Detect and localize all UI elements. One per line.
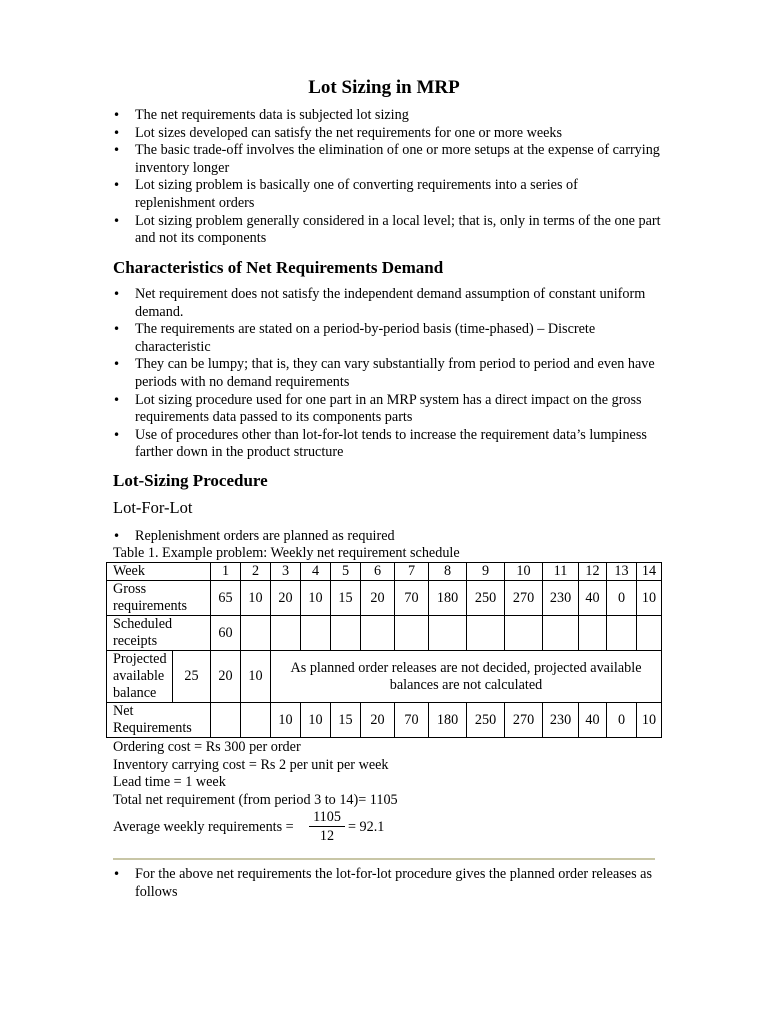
- gross-cell: 40: [579, 581, 607, 616]
- week-cell: 8: [429, 563, 467, 581]
- scheduled-cell: [331, 616, 361, 651]
- gross-cell: 250: [467, 581, 505, 616]
- gross-cell: 20: [361, 581, 395, 616]
- list-item: • Lot sizing problem is basically one of converting requirements into a series of replenishment orders: [113, 177, 661, 212]
- scheduled-cell: [395, 616, 429, 651]
- week-cell: 4: [301, 563, 331, 581]
- table-row: [107, 703, 662, 738]
- list-item: • Lot sizing problem generally considered in a local level; that is, only in terms of the one part and not its components: [113, 213, 661, 248]
- week-cell: 13: [607, 563, 637, 581]
- scheduled-cell: [543, 616, 579, 651]
- week-label: Week: [107, 563, 211, 581]
- projected-initial-cell: 25: [173, 651, 211, 703]
- gross-cell: 10: [301, 581, 331, 616]
- average-weekly-label: Average weekly requirements =: [113, 819, 294, 835]
- lot-for-lot-subheading: Lot-For-Lot: [113, 498, 193, 517]
- table-row: [107, 651, 662, 703]
- gross-cell: 180: [429, 581, 467, 616]
- projected-note: As planned order releases are not decided, projected available balances are not calculated: [271, 651, 662, 703]
- list-item: • Replenishment orders are planned as required: [113, 528, 661, 546]
- net-cell: 20: [361, 703, 395, 738]
- scheduled-cell: [241, 616, 271, 651]
- fraction-numerator: 1105: [309, 808, 345, 827]
- characteristics-bullet-list: [113, 286, 661, 462]
- carrying-cost: Inventory carrying cost = Rs 2 per unit per week: [113, 757, 389, 773]
- gross-cell: 15: [331, 581, 361, 616]
- intro-bullet-list: [113, 107, 661, 248]
- projected-cell: 20: [211, 651, 241, 703]
- week-cell: 11: [543, 563, 579, 581]
- week-cell: 5: [331, 563, 361, 581]
- total-net-requirement: Total net requirement (from period 3 to 14)= 1105: [113, 792, 398, 808]
- net-cell: 0: [607, 703, 637, 738]
- week-cell: 1: [211, 563, 241, 581]
- week-cell: 2: [241, 563, 271, 581]
- procedure-heading: Lot-Sizing Procedure: [113, 471, 268, 490]
- section-divider: [113, 858, 655, 860]
- net-requirements-label: Net Requirements: [107, 703, 211, 738]
- list-item: • For the above net requirements the lot-for-lot procedure gives the planned order releases as follows: [113, 866, 661, 901]
- net-cell: 10: [271, 703, 301, 738]
- gross-cell: 70: [395, 581, 429, 616]
- table-row: [107, 616, 662, 651]
- scheduled-cell: 60: [211, 616, 241, 651]
- net-cell: 270: [505, 703, 543, 738]
- net-cell: 250: [467, 703, 505, 738]
- scheduled-cell: [607, 616, 637, 651]
- procedure-bullet-list: [113, 528, 661, 546]
- table-row: [107, 581, 662, 616]
- net-cell: 180: [429, 703, 467, 738]
- list-item: • Lot sizes developed can satisfy the net requirements for one or more weeks: [113, 125, 661, 143]
- scheduled-cell: [637, 616, 662, 651]
- scheduled-cell: [505, 616, 543, 651]
- net-cell: 230: [543, 703, 579, 738]
- gross-cell: 10: [637, 581, 662, 616]
- list-item: • The basic trade-off involves the elimination of one or more setups at the expense of carrying inventory longer: [113, 142, 661, 177]
- week-cell: 9: [467, 563, 505, 581]
- fraction-denominator: 12: [319, 828, 335, 844]
- net-cell: 15: [331, 703, 361, 738]
- week-cell: 14: [637, 563, 662, 581]
- projected-balance-label: Projected available balance: [107, 651, 173, 703]
- week-cell: 10: [505, 563, 543, 581]
- scheduled-cell: [467, 616, 505, 651]
- list-item: • Lot sizing procedure used for one part in an MRP system has a direct impact on the gross requirements data passed to its components parts: [113, 392, 661, 427]
- list-item: • Use of procedures other than lot-for-lot tends to increase the requirement data’s lumpiness farther down in the product structure: [113, 427, 661, 462]
- net-cell: [241, 703, 271, 738]
- scheduled-receipts-label: Scheduled receipts: [107, 616, 211, 651]
- week-cell: 6: [361, 563, 395, 581]
- net-cell: 10: [637, 703, 662, 738]
- net-requirement-table: [106, 562, 662, 738]
- net-cell: 70: [395, 703, 429, 738]
- week-cell: 3: [271, 563, 301, 581]
- net-cell: 40: [579, 703, 607, 738]
- gross-cell: 65: [211, 581, 241, 616]
- projected-cell: 10: [241, 651, 271, 703]
- ordering-cost: Ordering cost = Rs 300 per order: [113, 739, 301, 755]
- page-title: Lot Sizing in MRP: [308, 77, 460, 98]
- average-fraction: [309, 808, 345, 845]
- gross-cell: 230: [543, 581, 579, 616]
- closing-bullet-list: [113, 866, 661, 901]
- table-caption: Table 1. Example problem: Weekly net requirement schedule: [113, 545, 460, 561]
- gross-cell: 20: [271, 581, 301, 616]
- net-cell: 10: [301, 703, 331, 738]
- week-cell: 12: [579, 563, 607, 581]
- scheduled-cell: [301, 616, 331, 651]
- lead-time: Lead time = 1 week: [113, 774, 226, 790]
- list-item: • Net requirement does not satisfy the independent demand assumption of constant uniform demand.: [113, 286, 661, 321]
- scheduled-cell: [361, 616, 395, 651]
- week-cell: 7: [395, 563, 429, 581]
- table-row: [107, 563, 662, 581]
- average-result: = 92.1: [348, 819, 385, 835]
- net-cell: [211, 703, 241, 738]
- list-item: • The requirements are stated on a period-by-period basis (time-phased) – Discrete characteristic: [113, 321, 661, 356]
- gross-cell: 0: [607, 581, 637, 616]
- gross-cell: 10: [241, 581, 271, 616]
- characteristics-heading: Characteristics of Net Requirements Demand: [113, 258, 444, 277]
- list-item: • The net requirements data is subjected lot sizing: [113, 107, 661, 125]
- scheduled-cell: [271, 616, 301, 651]
- scheduled-cell: [579, 616, 607, 651]
- gross-requirements-label: Gross requirements: [107, 581, 211, 616]
- gross-cell: 270: [505, 581, 543, 616]
- list-item: • They can be lumpy; that is, they can vary substantially from period to period and even have periods with no demand requirements: [113, 356, 661, 391]
- scheduled-cell: [429, 616, 467, 651]
